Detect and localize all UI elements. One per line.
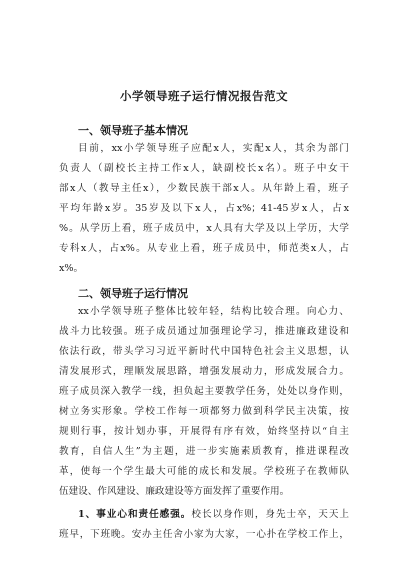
paragraph-line: %。从学历上看，班子成员中，x人具有大学及以上学历，大学 — [59, 223, 349, 234]
subsection-label: 1、事业心和责任感强。 — [78, 509, 192, 520]
paragraph-line: 革，使每一个学生最大可能的成长和发展。学校班子在教师队 — [59, 466, 349, 477]
section-heading-operation: 二、领导班子运行情况 — [78, 287, 188, 300]
paragraph-line: x%。 — [59, 263, 84, 274]
paragraph-line: 规则行事，按计划办事，开展得有序有效，始终坚持以“自主 — [59, 426, 349, 437]
document-title: 小学领导班子运行情况报告范文 — [120, 89, 288, 103]
subsection-line — [78, 508, 349, 521]
paragraph-line: 部x人（教导主任x），少数民族干部x人。从年龄上看，班子 — [59, 183, 349, 194]
subsection-text: 校长以身作则，身先士卒，天天上 — [191, 509, 349, 520]
paragraph-line: 伍建设、作风建设、廉政建设等方面发挥了重要作用。 — [59, 486, 290, 497]
paragraph-line: 树立务实形象。学校工作每一项都努力做到科学民主决策，按 — [59, 406, 349, 417]
paragraph-line: 班早，下班晚。安办主任舍小家为大家，一心扑在学校工作上， — [59, 529, 349, 540]
paragraph-line: 教育，自信人生”为主题，进一步实施素质教育，推进课程改 — [59, 446, 349, 457]
paragraph-line: 战斗力比较强。班子成员通过加强理论学习，推进廉政建设和 — [59, 326, 349, 337]
paragraph-line: 专科x人，占x%。从专业上看，班子成员中，师范类x人，占 — [59, 243, 349, 254]
paragraph-line: 依法行政，带头学习习近平新时代中国特色社会主义思想，认 — [59, 346, 349, 357]
paragraph-line: 负责人（副校长主持工作x人，缺副校长x名）。班子中女干 — [59, 163, 349, 174]
paragraph-line: xx小学领导班子整体比较年轻，结构比较合理。向心力、 — [78, 306, 349, 317]
section-heading-basic-info: 一、领导班子基本情况 — [78, 124, 188, 137]
paragraph-line: 清发展形式，理顺发展思路，增强发展动力，形成发展合力。 — [59, 366, 349, 377]
paragraph-line: 班子成员深入教学一线，担负起主要教学任务，处处以身作则， — [59, 386, 349, 397]
paragraph-line: 平均年龄x岁。35岁及以下x人，占x%；41-45岁x人，占x — [59, 203, 349, 214]
paragraph-line: 目前，xx小学领导班子应配x人，实配x人，其余为部门 — [78, 143, 349, 154]
